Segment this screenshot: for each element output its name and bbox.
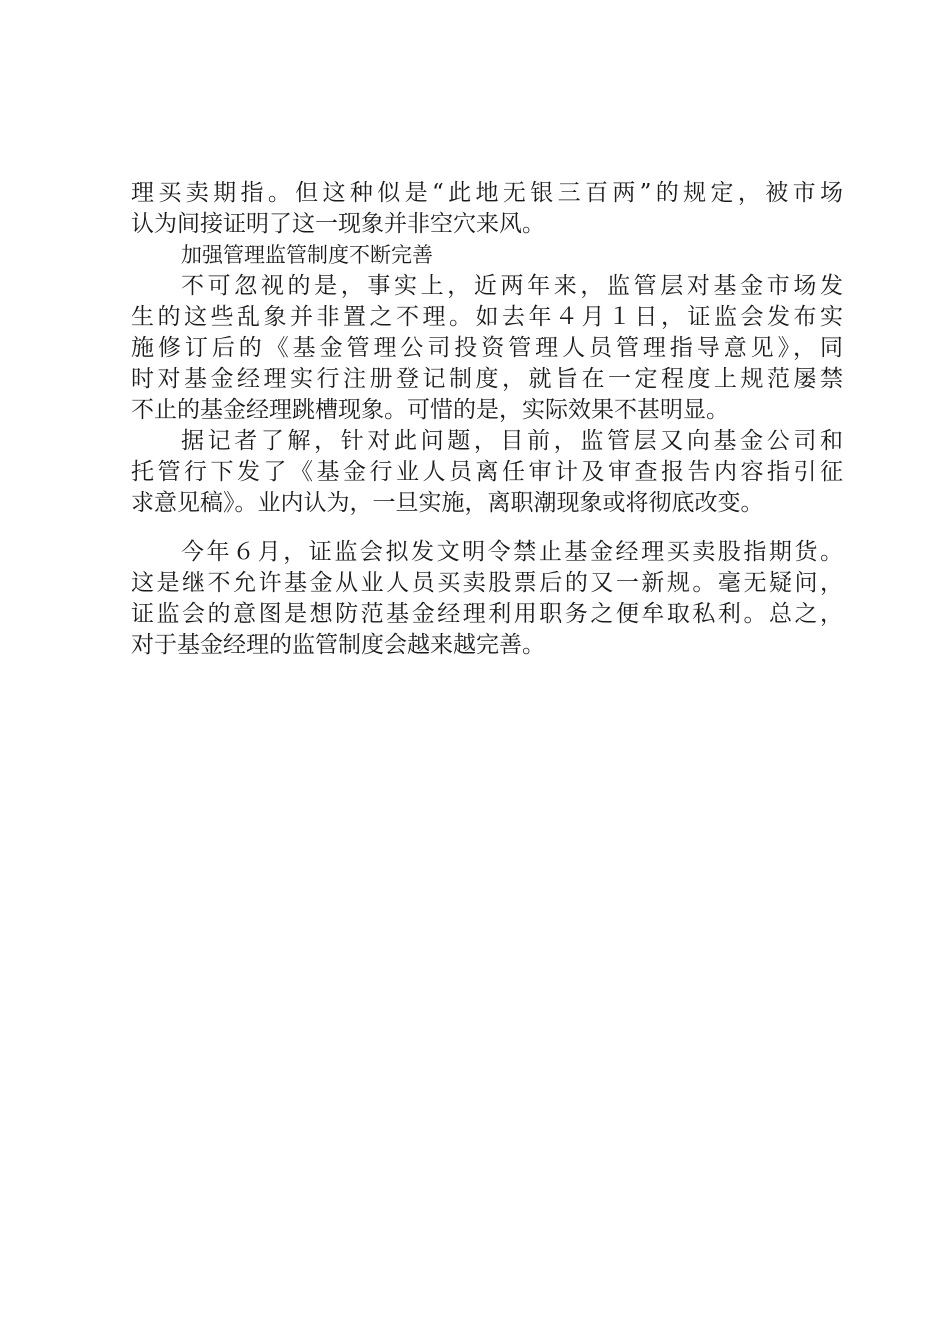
text-line: 时对基金经理实行注册登记制度，就旨在一定程度上规范屡禁 — [131, 366, 843, 392]
text-line: 对于基金经理的监管制度会越来越完善。 — [131, 632, 545, 658]
text-line: 求意见稿》。业内认为，一旦实施，离职潮现象或将彻底改变。 — [131, 490, 764, 516]
text-line: 施修订后的《基金管理公司投资管理人员管理指导意见》，同 — [131, 335, 843, 361]
paragraph-continuation — [131, 178, 843, 519]
text-line: 理买卖期指。但这种似是“此地无银三百两”的规定，被市场 — [131, 180, 843, 206]
paragraph-regulation — [131, 537, 843, 661]
text-line: 今年６月，证监会拟发文明令禁止基金经理买卖股指期货。 — [181, 539, 843, 565]
text-line: 这是继不允许基金从业人员买卖股票后的又一新规。毫无疑问， — [131, 570, 843, 596]
section-heading: 加强管理监管制度不断完善 — [181, 243, 433, 267]
text-line: 认为间接证明了这一现象并非空穴来风。 — [131, 211, 545, 237]
text-line: 托管行下发了《基金行业人员离任审计及审查报告内容指引征 — [131, 459, 843, 485]
text-line: 生的这些乱象并非置之不理。如去年４月１日，证监会发布实 — [131, 304, 843, 330]
text-line: 据记者了解，针对此问题，目前，监管层又向基金公司和 — [181, 428, 843, 454]
text-line: 不止的基金经理跳槽现象。可惜的是，实际效果不甚明显。 — [131, 397, 729, 423]
text-line: 不可忽视的是，事实上，近两年来，监管层对基金市场发 — [181, 273, 843, 299]
text-line: 证监会的意图是想防范基金经理利用职务之便牟取私利。总之， — [131, 601, 843, 627]
